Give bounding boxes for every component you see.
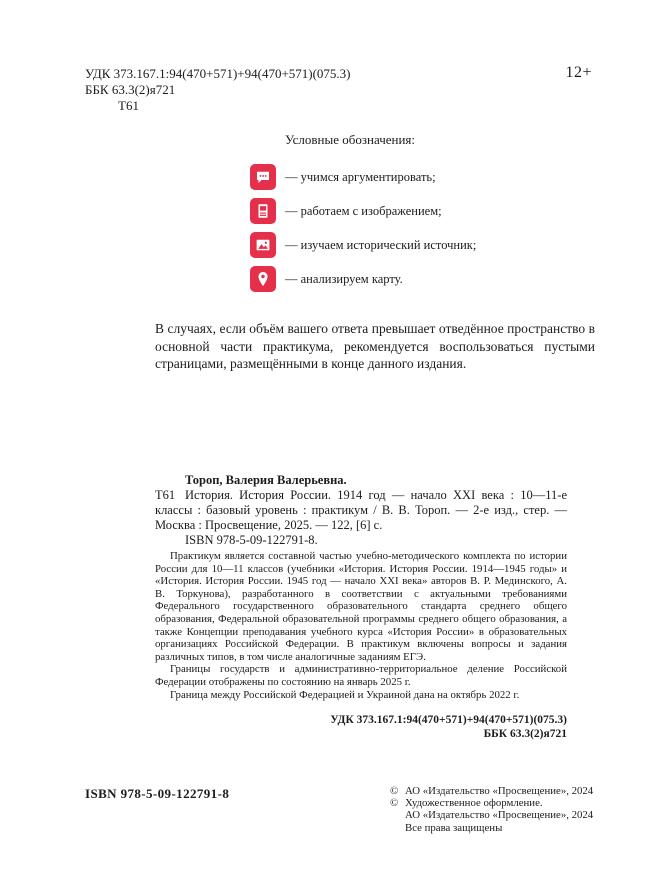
legend-item-label: — анализируем карту. [285, 271, 403, 286]
legend-section [250, 132, 476, 300]
speech-bubble-icon [250, 164, 276, 190]
copyright-text: Все права защищены [405, 821, 503, 834]
udk-line: УДК 373.167.1:94(470+571)+94(470+571)(075.3) [85, 66, 351, 81]
copyright-line [390, 785, 605, 797]
classification-codes-bottom [155, 713, 567, 741]
legend-item [250, 198, 476, 224]
udk-line-bottom: УДК 373.167.1:94(470+571)+94(470+571)(075.3) [330, 714, 567, 727]
note-paragraph: В случаях, если объём вашего ответа превышает отведённое пространство в основной части практикума, рекомендуется воспользоваться пустыми страницами, размещёнными в конце данного издания. [155, 321, 595, 371]
copyright-text: АО «Издательство «Просвещение», 2024 [405, 809, 594, 822]
document-image-icon [250, 198, 276, 224]
copyright-symbol [390, 809, 405, 821]
copyright-line [390, 809, 605, 821]
legend-item-label: — учимся аргументировать; [285, 169, 436, 184]
legend-item [250, 266, 476, 292]
borders-note-2: Граница между Российской Федерацией и Украиной дана на октябрь 2022 г. [170, 688, 520, 701]
copyright-line [390, 797, 605, 809]
copyright-symbol: © [390, 785, 399, 797]
footer-isbn: ISBN 978-5-09-122791-8 [85, 786, 230, 801]
bibliographic-record [155, 473, 567, 741]
biblio-description: История. История России. 1914 год — начало XXI века : 10—11-е классы : базовый уровень : практикум / В. В. Тороп. — 2-е изд., стер. — Москва : Просвещение, 2025. — 122, [6] с. [155, 488, 567, 532]
map-pin-icon [250, 266, 276, 292]
copyright-symbol [390, 822, 405, 834]
biblio-annotation: Практикум является составной частью учебно-методического комплекта по истории России для 10—11 классов (учебники «История. История России. 1914—1945 годы» и «История. История России. 1945 год — начало XXI века» авторов В. Р. Мединского, А. В. Торкунова), разработанного в соответствии с актуальными требованиями Федерального государственного образовательного стандарта среднего общего образования, Федеральной образовательной программы среднего общего образования, а также Концепции преподавания учебного курса «История России» в образовательных организациях Российской Федерации. В практикум включены вопросы и задания различных типов, в том числе аналогичные заданиям ЕГЭ. [155, 550, 567, 663]
legend-item-label: — изучаем исторический источник; [285, 237, 477, 252]
copyright-text: Художественное оформление. [405, 797, 543, 810]
legend-item-label: — работаем с изображением; [285, 203, 442, 218]
legend-title: Условные обозначения: [285, 132, 416, 147]
biblio-author: Тороп, Валерия Валерьевна. [185, 473, 347, 487]
bbk-line: ББК 63.3(2)я721 [85, 82, 176, 97]
copyright-block [390, 785, 605, 834]
classification-codes [85, 66, 351, 114]
biblio-isbn: ISBN 978-5-09-122791-8. [185, 533, 318, 547]
biblio-entry [155, 488, 567, 533]
age-rating-badge: 12+ [565, 64, 592, 81]
author-sign: Т61 [118, 98, 139, 113]
borders-note-1: Границы государств и административно-территориальное деление Российской Федерации отображены по состоянию на январь 2025 г. [155, 663, 567, 688]
copyright-text: АО «Издательство «Просвещение», 2024 [405, 785, 594, 797]
legend-item [250, 164, 476, 190]
legend-item [250, 232, 476, 258]
bbk-line-bottom: ББК 63.3(2)я721 [483, 728, 567, 741]
biblio-code: Т61 [155, 488, 176, 502]
copyright-symbol: © [390, 797, 399, 810]
picture-icon [250, 232, 276, 258]
copyright-line [390, 822, 605, 834]
